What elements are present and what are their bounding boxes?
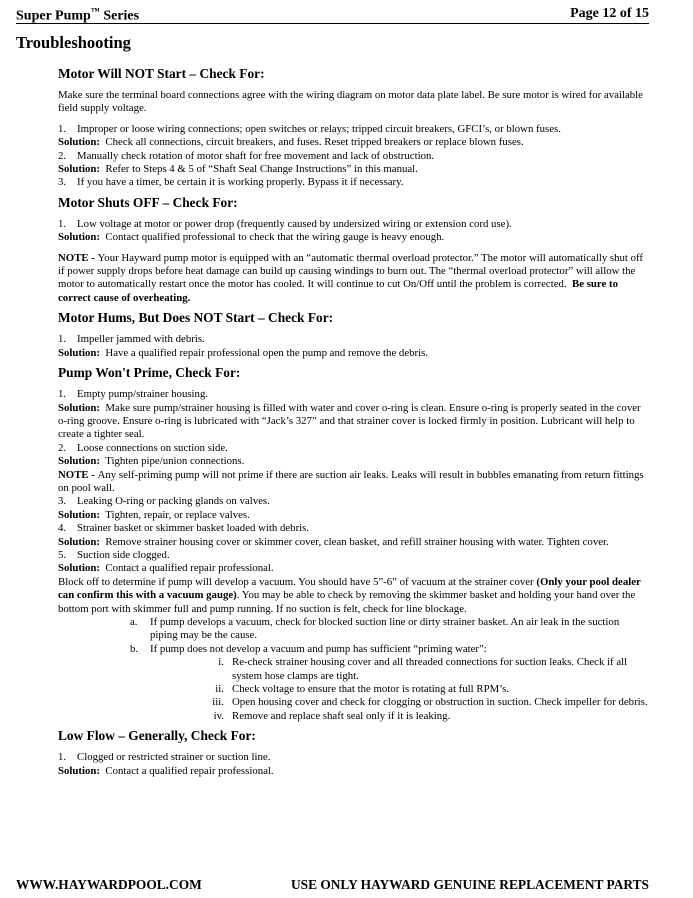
sub-item-i: i. Re-check strainer housing cover and all threaded connections for suction leaks. Check if all system hose clamps are tight. [218,656,628,682]
solution: Solution: Remove strainer housing cover or skimmer cover, clean basket, and refill strainer housing with water. Tighten cover. [58,535,609,548]
header-page-number: Page 12 of 15 [570,6,649,21]
list-item: 2. Manually check rotation of motor shaft for free movement and lack of obstruction. [58,149,435,162]
solution: Solution: Refer to Steps 4 & 5 of “Shaft Seal Change Instructions” in this manual. [58,163,418,176]
solution: Solution: Make sure pump/strainer housing is filled with water and cover o-ring is clean. Ensure o-ring is properly seated in the cover o-ring groove. Ensure o-ring is lubricated with “Jack’s 327” and that strainer cover is locked firmly in position. Lubricant will help to create a tighter seal. [58,401,641,441]
section-heading-pump-wont-prime: Pump Won't Prime, Check For: [58,365,241,381]
solution: Solution: Have a qualified repair professional open the pump and remove the debris. [58,346,429,359]
list-item: 1. Empty pump/strainer housing. [58,388,209,401]
list-item: 3. Leaking O-ring or packing glands on valves. [58,495,270,508]
paragraph: Block off to determine if pump will develop a vacuum. You should have 5”-6” of vacuum at the strainer cover (Only your pool dealer can confirm this with a vacuum gauge). You may be able to check by removing the skimmer basket and holding your hand over the bottom port with skimmer full and pump running. If no suction is felt, check for line blockage. [58,575,641,615]
troubleshooting-content [58,66,649,778]
note: NOTE - Any self-priming pump will not prime if there are suction air leaks. Leaks will result in bubbles emanating from return fittings on pool wall. [58,468,644,494]
header-series: Super Pump™ Series [16,6,140,24]
section-heading-motor-not-start: Motor Will NOT Start – Check For: [58,66,265,81]
paragraph: Make sure the terminal board connections agree with the wiring diagram on motor data plate label. Be sure motor is wired for available field supply voltage. [58,89,643,115]
solution: Solution: Contact a qualified repair professional. [58,562,274,575]
solution: Solution: Contact a qualified repair professional. [58,764,274,777]
solution: Solution: Tighten pipe/union connections. [58,455,245,468]
solution: Solution: Check all connections, circuit breakers, and fuses. Reset tripped breakers or replace blown fuses. [58,136,524,149]
page-header [16,6,649,24]
sub-item-iii: iii. Open housing cover and check for clogging or obstruction in suction. Check impeller for debris. [212,696,648,709]
section-heading-motor-hums: Motor Hums, But Does NOT Start – Check For: [58,310,334,326]
solution: Solution: Tighten, repair, or replace valves. [58,508,250,521]
list-item: 1. Improper or loose wiring connections; open switches or relays; tripped circuit breakers, GFCI’s, or blown fuses. [58,122,561,135]
list-item: 4. Strainer basket or skimmer basket loaded with debris. [58,522,310,535]
list-item: 3. If you have a timer, be certain it is working properly. Bypass it if necessary. [58,176,404,189]
section-heading-low-flow: Low Flow – Generally, Check For: [58,728,256,744]
sub-item-a: a. If pump develops a vacuum, check for blocked suction line or dirty strainer basket. An air leak in the suction piping may be the cause. [130,616,620,642]
note: NOTE - Your Hayward pump motor is equipped with an “automatic thermal overload protector.” The motor will automatically shut off if power supply drops before heat damage can build up causing windings to burn out. The “thermal overload protector” will allow the motor to automatically restart once the motor has cooled. It will continue to cut On/Off until the problem is corrected. Be sure to correct cause of overheating. [58,251,644,304]
page-title: Troubleshooting [16,33,131,52]
footer-notice: USE ONLY HAYWARD GENUINE REPLACEMENT PARTS [290,877,649,892]
section-heading-motor-shuts-off: Motor Shuts OFF – Check For: [58,194,238,210]
footer-website: WWW.HAYWARDPOOL.COM [16,877,202,892]
list-item: 2. Loose connections on suction side. [58,441,228,454]
list-item: 1. Low voltage at motor or power drop (frequently caused by undersized wiring or extension cord use). [58,217,512,230]
list-item: 1. Impeller jammed with debris. [58,333,205,346]
sub-item-ii: ii. Check voltage to ensure that the motor is rotating at full RPM’s. [215,683,510,696]
solution: Solution: Contact qualified professional to check that the wiring gauge is heavy enough. [58,231,445,244]
list-item: 1. Clogged or restricted strainer or suction line. [58,751,271,764]
sub-item-b: b. If pump does not develop a vacuum and pump has sufficient “priming water”: [130,642,487,655]
sub-item-iv: iv. Remove and replace shaft seal only if it is leaking. [213,709,451,722]
list-item: 5. Suction side clogged. [58,548,170,561]
